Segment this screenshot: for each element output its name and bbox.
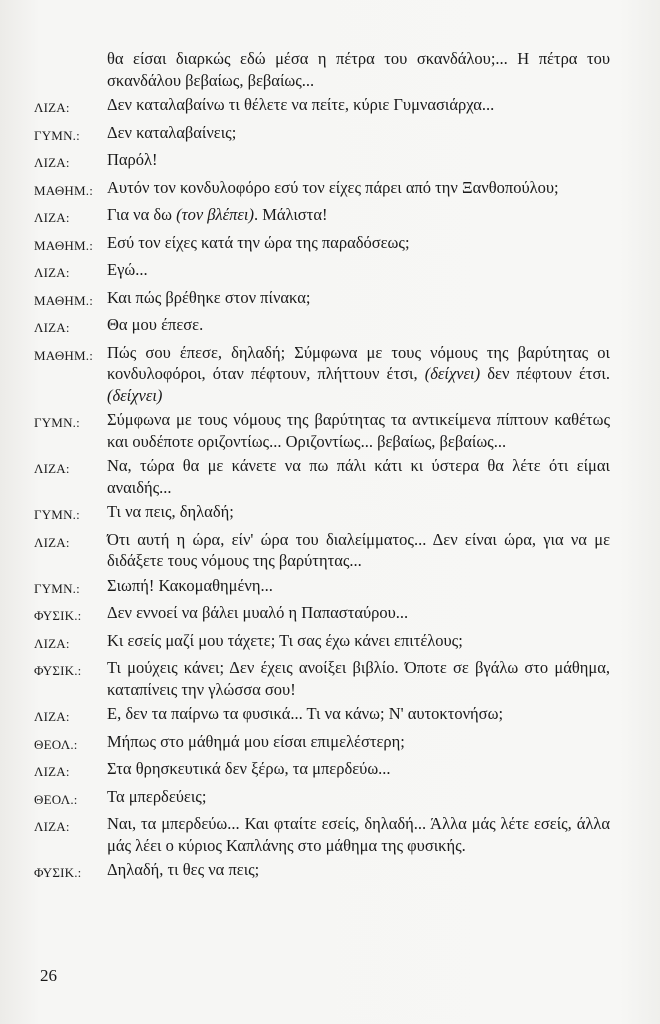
stage-direction: (δείχνει) bbox=[107, 385, 163, 405]
speaker-label: ΜΑΘΗΜ.: bbox=[34, 347, 94, 363]
dialogue-text bbox=[107, 630, 610, 652]
dialogue-line bbox=[34, 149, 610, 174]
dialogue-line bbox=[34, 657, 610, 700]
speaker-label: ΓΥΜΝ.: bbox=[34, 580, 80, 596]
dialogue-text bbox=[107, 501, 610, 523]
speech-text: Δεν καταλαβαίνω τι θέλετε να πείτε, κύριε Γυμνασιάρχα... bbox=[107, 95, 495, 114]
dialogue-text bbox=[107, 287, 610, 309]
dialogue-line bbox=[34, 287, 610, 312]
dialogue-text bbox=[107, 149, 610, 171]
speech-text: Τα μπερδεύεις; bbox=[107, 786, 207, 806]
dialogue-line bbox=[34, 48, 610, 91]
speech-text: Να, τώρα θα με κάνετε να πω πάλι κάτι κι ύστερα θα λέτε ότι είμαι αναιδής... bbox=[107, 456, 610, 497]
dialogue-text bbox=[107, 48, 610, 91]
speech-text: δεν πέφτουν έτσι. bbox=[480, 364, 610, 383]
speech-text: Πώς σου έπεσε, δηλαδή; Σύμφωνα με τους νόμους της βαρύτητας οι κονδυλοφόροι, όταν πέφτουν, πλήττουν έτσι, bbox=[107, 342, 610, 383]
speaker-label: ΛΙΖΑ: bbox=[34, 819, 70, 834]
speaker-label: ΛΙΖΑ: bbox=[34, 635, 70, 651]
speech-text: Ότι αυτή η ώρα, είν' ώρα του διαλείμματος... Δεν είναι ώρα, για να με διδάξετε τους νόμους της βαρύτητας... bbox=[107, 529, 610, 570]
speech-text: Μήπως στο μάθημά μου είσαι επιμελέστερη; bbox=[107, 731, 405, 751]
speech-text: Σύμφωνα με τους νόμους της βαρύτητας τα αντικείμενα πίπτουν καθέτως και ουδέποτε οριζοντίως... Οριζοντίως... βεβαίως, βεβαίως... bbox=[107, 410, 610, 451]
dialogue-line bbox=[34, 204, 610, 229]
speaker-label: ΛΙΖΑ: bbox=[34, 320, 70, 335]
dialogue-text bbox=[107, 177, 610, 199]
speech-text: Αυτόν τον κονδυλοφόρο εσύ τον είχες πάρει από την Ξανθοπούλου; bbox=[107, 177, 559, 197]
speaker-label: ΦΥΣΙΚ.: bbox=[34, 608, 82, 623]
speaker-label: ΛΙΖΑ: bbox=[34, 764, 70, 779]
speaker-label: ΜΑΘΗΜ.: bbox=[34, 237, 94, 253]
speaker-label bbox=[34, 48, 107, 51]
play-script bbox=[34, 48, 610, 887]
speaker-label: ΛΙΖΑ: bbox=[34, 534, 70, 550]
speaker-label: ΛΙΖΑ: bbox=[34, 155, 70, 170]
speaker-label: ΓΥΜΝ.: bbox=[34, 415, 80, 430]
speech-text: Εσύ τον είχες κατά την ώρα της παραδόσεως; bbox=[107, 232, 410, 252]
speech-text: Ε, δεν τα παίρνω τα φυσικά... Τι να κάνω; Ν' αυτοκτονήσω; bbox=[107, 704, 504, 723]
dialogue-text bbox=[107, 259, 610, 281]
dialogue-text bbox=[107, 232, 610, 254]
dialogue-text bbox=[107, 529, 610, 572]
dialogue-text bbox=[107, 758, 610, 780]
speech-text: θα είσαι διαρκώς εδώ μέσα η πέτρα του σκανδάλου;... Η πέτρα του σκανδάλου βεβαίως, βεβαίως... bbox=[107, 49, 610, 90]
dialogue-line bbox=[34, 786, 610, 811]
speaker-label: ΓΥΜΝ.: bbox=[34, 507, 80, 522]
page-number: 26 bbox=[40, 966, 57, 985]
speech-text: Στα θρησκευτικά δεν ξέρω, τα μπερδεύω... bbox=[107, 759, 391, 778]
dialogue-text bbox=[107, 703, 610, 725]
dialogue-text bbox=[107, 94, 610, 116]
dialogue-line bbox=[34, 529, 610, 572]
stage-direction: (δείχνει) bbox=[424, 364, 481, 383]
speaker-label: ΛΙΖΑ: bbox=[34, 709, 70, 724]
speaker-label: ΛΙΖΑ: bbox=[34, 100, 70, 115]
speaker-label: ΜΑΘΗΜ.: bbox=[34, 182, 94, 198]
dialogue-text bbox=[107, 786, 610, 808]
dialogue-text bbox=[107, 731, 610, 753]
dialogue-line bbox=[34, 94, 610, 119]
speech-text: Και πώς βρέθηκε στον πίνακα; bbox=[107, 287, 311, 307]
dialogue-line bbox=[34, 630, 610, 655]
dialogue-line bbox=[34, 758, 610, 783]
speaker-label: ΘΕΟΛ.: bbox=[34, 791, 78, 807]
speaker-label: ΦΥΣΙΚ.: bbox=[34, 865, 82, 880]
dialogue-line bbox=[34, 813, 610, 856]
dialogue-text bbox=[107, 813, 610, 856]
dialogue-line bbox=[34, 575, 610, 600]
dialogue-line bbox=[34, 314, 610, 339]
speech-text: Τι να πεις, δηλαδή; bbox=[107, 502, 234, 521]
speech-text: Τι μούχεις κάνει; Δεν έχεις ανοίξει βιβλίο. Όποτε σε βγάλω στο μάθημα, καταπίνεις την γλώσσα σου! bbox=[107, 658, 610, 699]
speech-text: Για να δω bbox=[107, 205, 177, 224]
speech-text: Δεν καταλαβαίνεις; bbox=[107, 122, 237, 142]
speech-text: Ναι, τα μπερδεύω... Και φταίτε εσείς, δηλαδή... Άλλα μάς λέτε εσείς, άλλα μάς λέει ο κύριος Καπλάνης στο μάθημα της φυσικής. bbox=[107, 814, 610, 855]
speaker-label: ΦΥΣΙΚ.: bbox=[34, 663, 82, 678]
dialogue-line bbox=[34, 232, 610, 257]
dialogue-line bbox=[34, 731, 610, 756]
speech-text: Κι εσείς μαζί μου τάχετε; Τι σας έχω κάνει επιτέλους; bbox=[107, 630, 463, 650]
dialogue-line bbox=[34, 602, 610, 627]
stage-direction: (τον βλέπει) bbox=[176, 205, 254, 224]
dialogue-line bbox=[34, 342, 610, 407]
speaker-label: ΛΙΖΑ: bbox=[34, 210, 70, 225]
speaker-label: ΓΥΜΝ.: bbox=[34, 127, 80, 143]
speaker-label: ΜΑΘΗΜ.: bbox=[34, 292, 94, 308]
dialogue-text bbox=[107, 575, 610, 597]
speech-text: Δεν εννοεί να βάλει μυαλό η Παπασταύρου... bbox=[107, 603, 409, 622]
dialogue-line bbox=[34, 409, 610, 452]
dialogue-line bbox=[34, 177, 610, 202]
dialogue-line bbox=[34, 455, 610, 498]
dialogue-text bbox=[107, 122, 610, 144]
dialogue-text bbox=[107, 859, 610, 881]
speech-text: Εγώ... bbox=[107, 260, 148, 279]
dialogue-text bbox=[107, 657, 610, 700]
dialogue-line bbox=[34, 703, 610, 728]
dialogue-line bbox=[34, 259, 610, 284]
speech-text: Σιωπή! Κακομαθημένη... bbox=[107, 575, 273, 595]
speaker-label: ΛΙΖΑ: bbox=[34, 461, 70, 476]
dialogue-text bbox=[107, 204, 610, 226]
dialogue-text bbox=[107, 602, 610, 624]
speech-text: . Μάλιστα! bbox=[253, 205, 328, 224]
dialogue-line bbox=[34, 122, 610, 147]
speech-text: Δηλαδή, τι θες να πεις; bbox=[107, 860, 260, 879]
speaker-label: ΘΕΟΛ.: bbox=[34, 736, 78, 752]
dialogue-text bbox=[107, 314, 610, 336]
dialogue-line bbox=[34, 859, 610, 884]
dialogue-line bbox=[34, 501, 610, 526]
dialogue-text bbox=[107, 455, 610, 498]
speaker-label: ΛΙΖΑ: bbox=[34, 265, 70, 280]
dialogue-text bbox=[107, 409, 610, 452]
speech-text: Παρόλ! bbox=[107, 150, 158, 169]
speech-text: Θα μου έπεσε. bbox=[107, 315, 204, 334]
dialogue-text bbox=[107, 342, 610, 407]
